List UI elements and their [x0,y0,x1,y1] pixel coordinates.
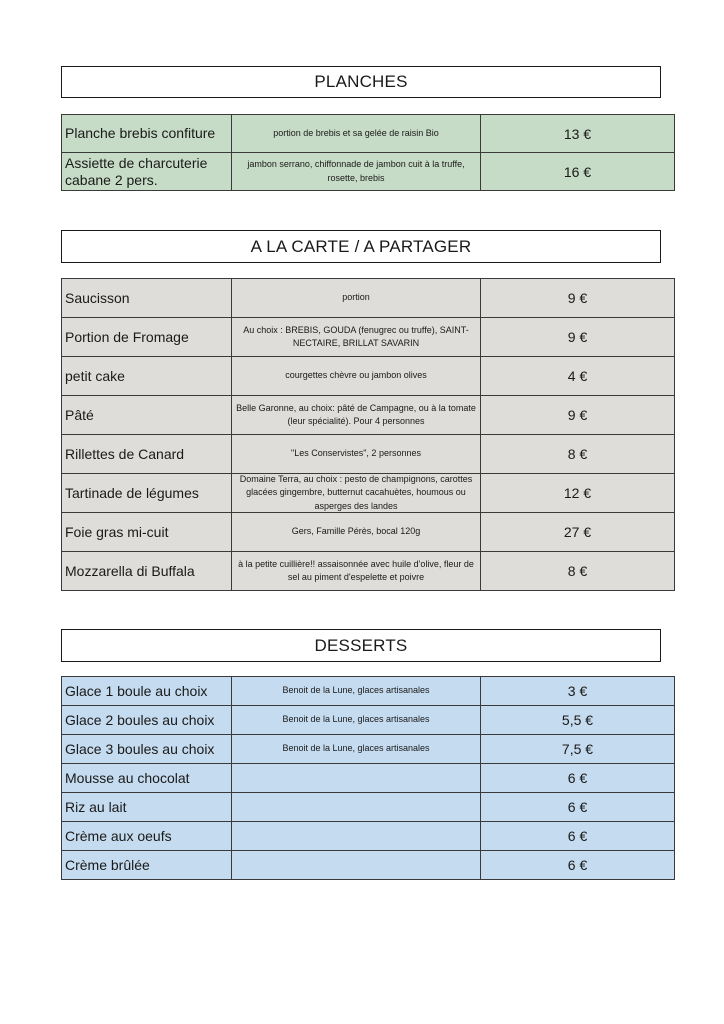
table-row [62,435,675,474]
item-price: 6 € [481,793,675,822]
item-name: Portion de Fromage [62,318,232,357]
item-price: 6 € [481,764,675,793]
item-description: Benoit de la Lune, glaces artisanales [232,735,481,764]
item-name: Mousse au chocolat [62,764,232,793]
item-name: Pâté [62,396,232,435]
item-price: 13 € [481,115,675,153]
item-name: Crème brûlée [62,851,232,880]
item-name: Riz au lait [62,793,232,822]
section-title-planches: PLANCHES [61,66,661,98]
table-row [62,822,675,851]
menu-table-desserts [61,676,675,880]
item-price: 27 € [481,513,675,552]
item-description: portion de brebis et sa gelée de raisin Bio [232,115,481,153]
table-row [62,552,675,591]
item-description [232,851,481,880]
item-name: Saucisson [62,279,232,318]
table-row [62,706,675,735]
item-price: 9 € [481,396,675,435]
item-description [232,764,481,793]
table-row [62,279,675,318]
item-description: Au choix : BREBIS, GOUDA (fenugrec ou truffe), SAINT-NECTAIRE, BRILLAT SAVARIN [232,318,481,357]
table-row [62,357,675,396]
item-description: à la petite cuillière!! assaisonnée avec huile d'olive, fleur de sel au piment d'espelette et poivre [232,552,481,591]
item-name: Rillettes de Canard [62,435,232,474]
section-title-desserts: DESSERTS [61,629,661,662]
item-price: 6 € [481,851,675,880]
item-price: 5,5 € [481,706,675,735]
item-description: Belle Garonne, au choix: pâté de Campagne, ou à la tomate (leur spécialité). Pour 4 personnes [232,396,481,435]
item-description: Benoit de la Lune, glaces artisanales [232,677,481,706]
table-row [62,318,675,357]
item-name: petit cake [62,357,232,396]
menu-table-planches [61,114,675,191]
item-description: Domaine Terra, au choix : pesto de champignons, carottes glacées gingembre, butternut cacahuètes, houmous ou asperges des landes [239,474,473,511]
table-row [62,793,675,822]
item-name: Glace 1 boule au choix [62,677,232,706]
item-name: Glace 2 boules au choix [62,706,232,735]
item-name: Crème aux oeufs [62,822,232,851]
table-row [62,677,675,706]
item-name: Foie gras mi-cuit [62,513,232,552]
table-row [62,115,675,153]
table-row [62,851,675,880]
item-price: 4 € [481,357,675,396]
item-description [232,793,481,822]
item-price: 9 € [481,279,675,318]
item-price: 3 € [481,677,675,706]
item-description: Benoit de la Lune, glaces artisanales [232,706,481,735]
table-row [62,474,675,513]
item-description: portion [232,279,481,318]
item-price: 9 € [481,318,675,357]
item-description: courgettes chèvre ou jambon olives [232,357,481,396]
item-name: Assiette de charcuterie cabane 2 pers. [62,153,232,191]
table-row [62,764,675,793]
item-price: 8 € [481,552,675,591]
table-row [62,153,675,191]
table-row [62,396,675,435]
item-price: 6 € [481,822,675,851]
table-row [62,735,675,764]
item-price: 16 € [481,153,675,191]
item-name: Mozzarella di Buffala [62,552,232,591]
table-row [62,513,675,552]
item-description: Gers, Famille Pérès, bocal 120g [232,513,481,552]
item-price: 12 € [481,474,675,513]
item-name: Planche brebis confiture [62,115,232,153]
item-price: 8 € [481,435,675,474]
menu-table-carte [61,278,675,591]
section-title-carte: A LA CARTE / A PARTAGER [61,230,661,263]
item-description: jambon serrano, chiffonnade de jambon cuit à la truffe, rosette, brebis [232,153,481,191]
item-price: 7,5 € [481,735,675,764]
item-description [232,822,481,851]
item-name: Glace 3 boules au choix [62,735,232,764]
item-description-cell [232,474,481,513]
item-name: Tartinade de légumes [62,474,232,513]
item-description: "Les Conservistes", 2 personnes [232,435,481,474]
